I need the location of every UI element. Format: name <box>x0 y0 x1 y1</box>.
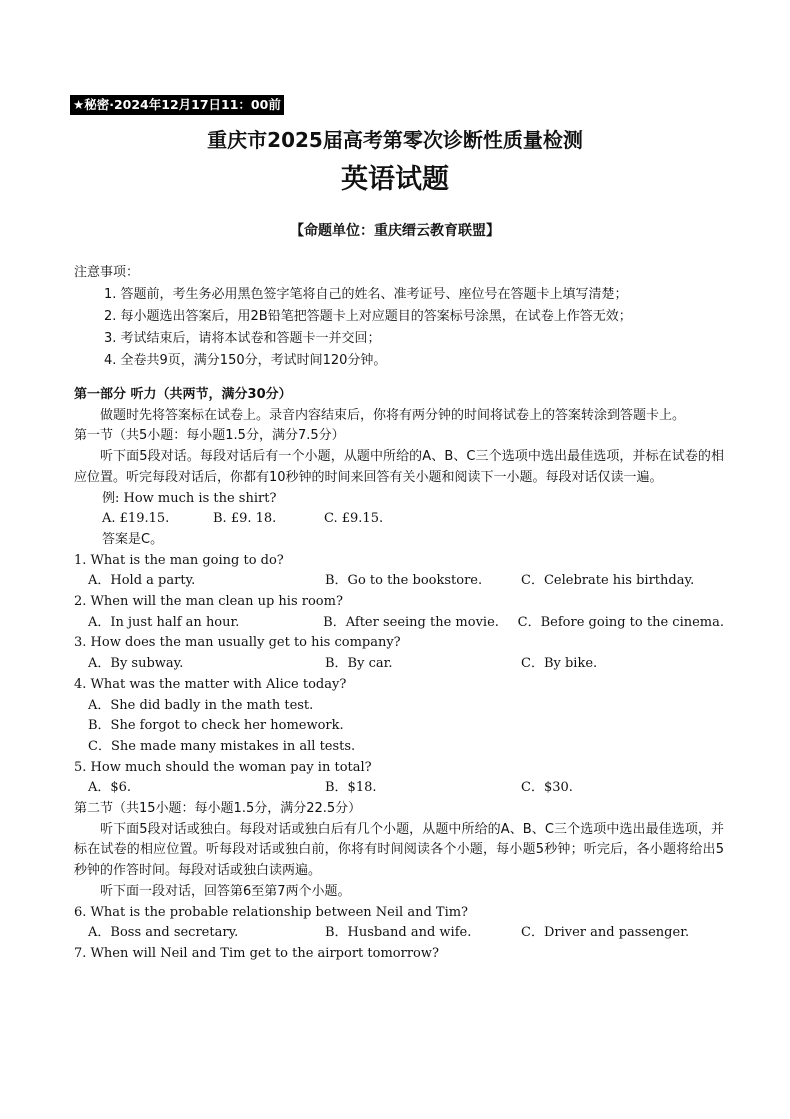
note-item: 2. 每小题选出答案后，用2B铅笔把答题卡上对应题目的答案标号涂黑，在试卷上作答无效； <box>104 309 632 324</box>
option-b: B．Husband and wife. <box>325 925 472 941</box>
section2-sub: 听下面一段对话，回答第6至第7两个小题。 <box>100 883 351 899</box>
option-c: C．By bike. <box>521 656 598 672</box>
option-b: B．After seeing the movie. <box>323 614 499 630</box>
note-item: 1. 答题前，考生务必用黑色签字笔将自己的姓名、准考证号、座位号在答题卡上填写清楚； <box>104 287 628 302</box>
option-a: A．In just half an hour. <box>88 614 240 630</box>
options-row <box>74 778 724 799</box>
question-text: 2. When will the man clean up his room? <box>74 594 343 610</box>
part1-intro: 做题时先将答案标在试卷上。录音内容结束后，你将有两分钟的时间将试卷上的答案转涂到答题卡上。 <box>100 407 686 423</box>
option-c: C．$30. <box>521 780 573 796</box>
question-text: 7. When will Neil and Tim get to the airport tomorrow? <box>74 945 439 961</box>
example-options <box>74 509 724 530</box>
option-a: A．$6. <box>88 780 132 796</box>
option-b: B．Go to the bookstore. <box>325 573 483 589</box>
question-text: 6. What is the probable relationship between Neil and Tim? <box>74 904 469 920</box>
exam-title: 重庆市2025届高考第零次诊断性质量检测 <box>207 128 583 152</box>
example-question: 例: How much is the shirt? <box>102 490 277 506</box>
option-b: B．She forgot to check her homework. <box>88 718 344 734</box>
example-answer: 答案是C。 <box>102 531 164 547</box>
options-row <box>74 613 724 634</box>
listening-part <box>74 385 724 965</box>
question-text: 5. How much should the woman pay in total? <box>74 759 372 775</box>
section1-heading: 第一节（共5小题：每小题1.5分，满分7.5分） <box>74 428 345 444</box>
section2-heading: 第二节（共15小题：每小题1.5分，满分22.5分） <box>74 801 362 817</box>
question-text: 1. What is the man going to do? <box>74 552 284 568</box>
section1-instruction: 听下面5段对话。每段对话后有一个小题，从题中所给的A、B、C三个选项中选出最佳选项，并标在试卷的相应位置。听完每段对话后，你都有10秒钟的时间来回答有关小题和阅读下一小题。每段对话仅读一遍。 <box>74 449 724 485</box>
option-c: C．Driver and passenger. <box>521 925 690 941</box>
example-option: A. £19.15. <box>102 511 170 527</box>
option-a: A．By subway. <box>88 656 184 672</box>
part1-heading: 第一部分 听力（共两节，满分30分） <box>74 387 292 402</box>
option-b: B．$18. <box>325 780 377 796</box>
note-item: 3. 考试结束后，请将本试卷和答题卡一并交回； <box>104 331 381 346</box>
question-text: 4. What was the matter with Alice today? <box>74 676 347 692</box>
option-b: B．By car. <box>325 656 393 672</box>
option-a: A．Hold a party. <box>88 573 196 589</box>
option-c: C．Celebrate his birthday. <box>521 573 695 589</box>
option-a: A．She did badly in the math test. <box>88 697 314 713</box>
issuing-unit: 【命题单位：重庆缙云教育联盟】 <box>290 223 500 239</box>
section2-instruction: 听下面5段对话或独白。每段对话或独白后有几个小题，从题中所给的A、B、C三个选项中选出最佳选项，并标在试卷的相应位置。听每段对话或独白前，你将有时间阅读各个小题，每小题5秒钟；听完后，各小题将给出5秒钟的作答时间。每段对话或独白读两遍。 <box>74 821 724 879</box>
example-option: C. £9.15. <box>324 511 384 527</box>
option-c: C．Before going to the cinema. <box>517 614 724 630</box>
options-row <box>74 571 724 592</box>
option-c: C．She made many mistakes in all tests. <box>88 738 356 754</box>
example-option: B. £9. 18. <box>213 511 277 527</box>
note-item: 4. 全卷共9页，满分150分，考试时间120分钟。 <box>104 353 387 368</box>
subject-title: 英语试题 <box>341 164 449 195</box>
options-row <box>74 654 724 675</box>
options-row <box>74 923 724 944</box>
notes-heading: 注意事项： <box>74 265 140 280</box>
notes-section <box>74 262 754 372</box>
option-a: A．Boss and secretary. <box>88 925 239 941</box>
question-text: 3. How does the man usually get to his company? <box>74 635 401 651</box>
confidential-label: ★秘密·2024年12月17日11：00前 <box>70 95 284 115</box>
